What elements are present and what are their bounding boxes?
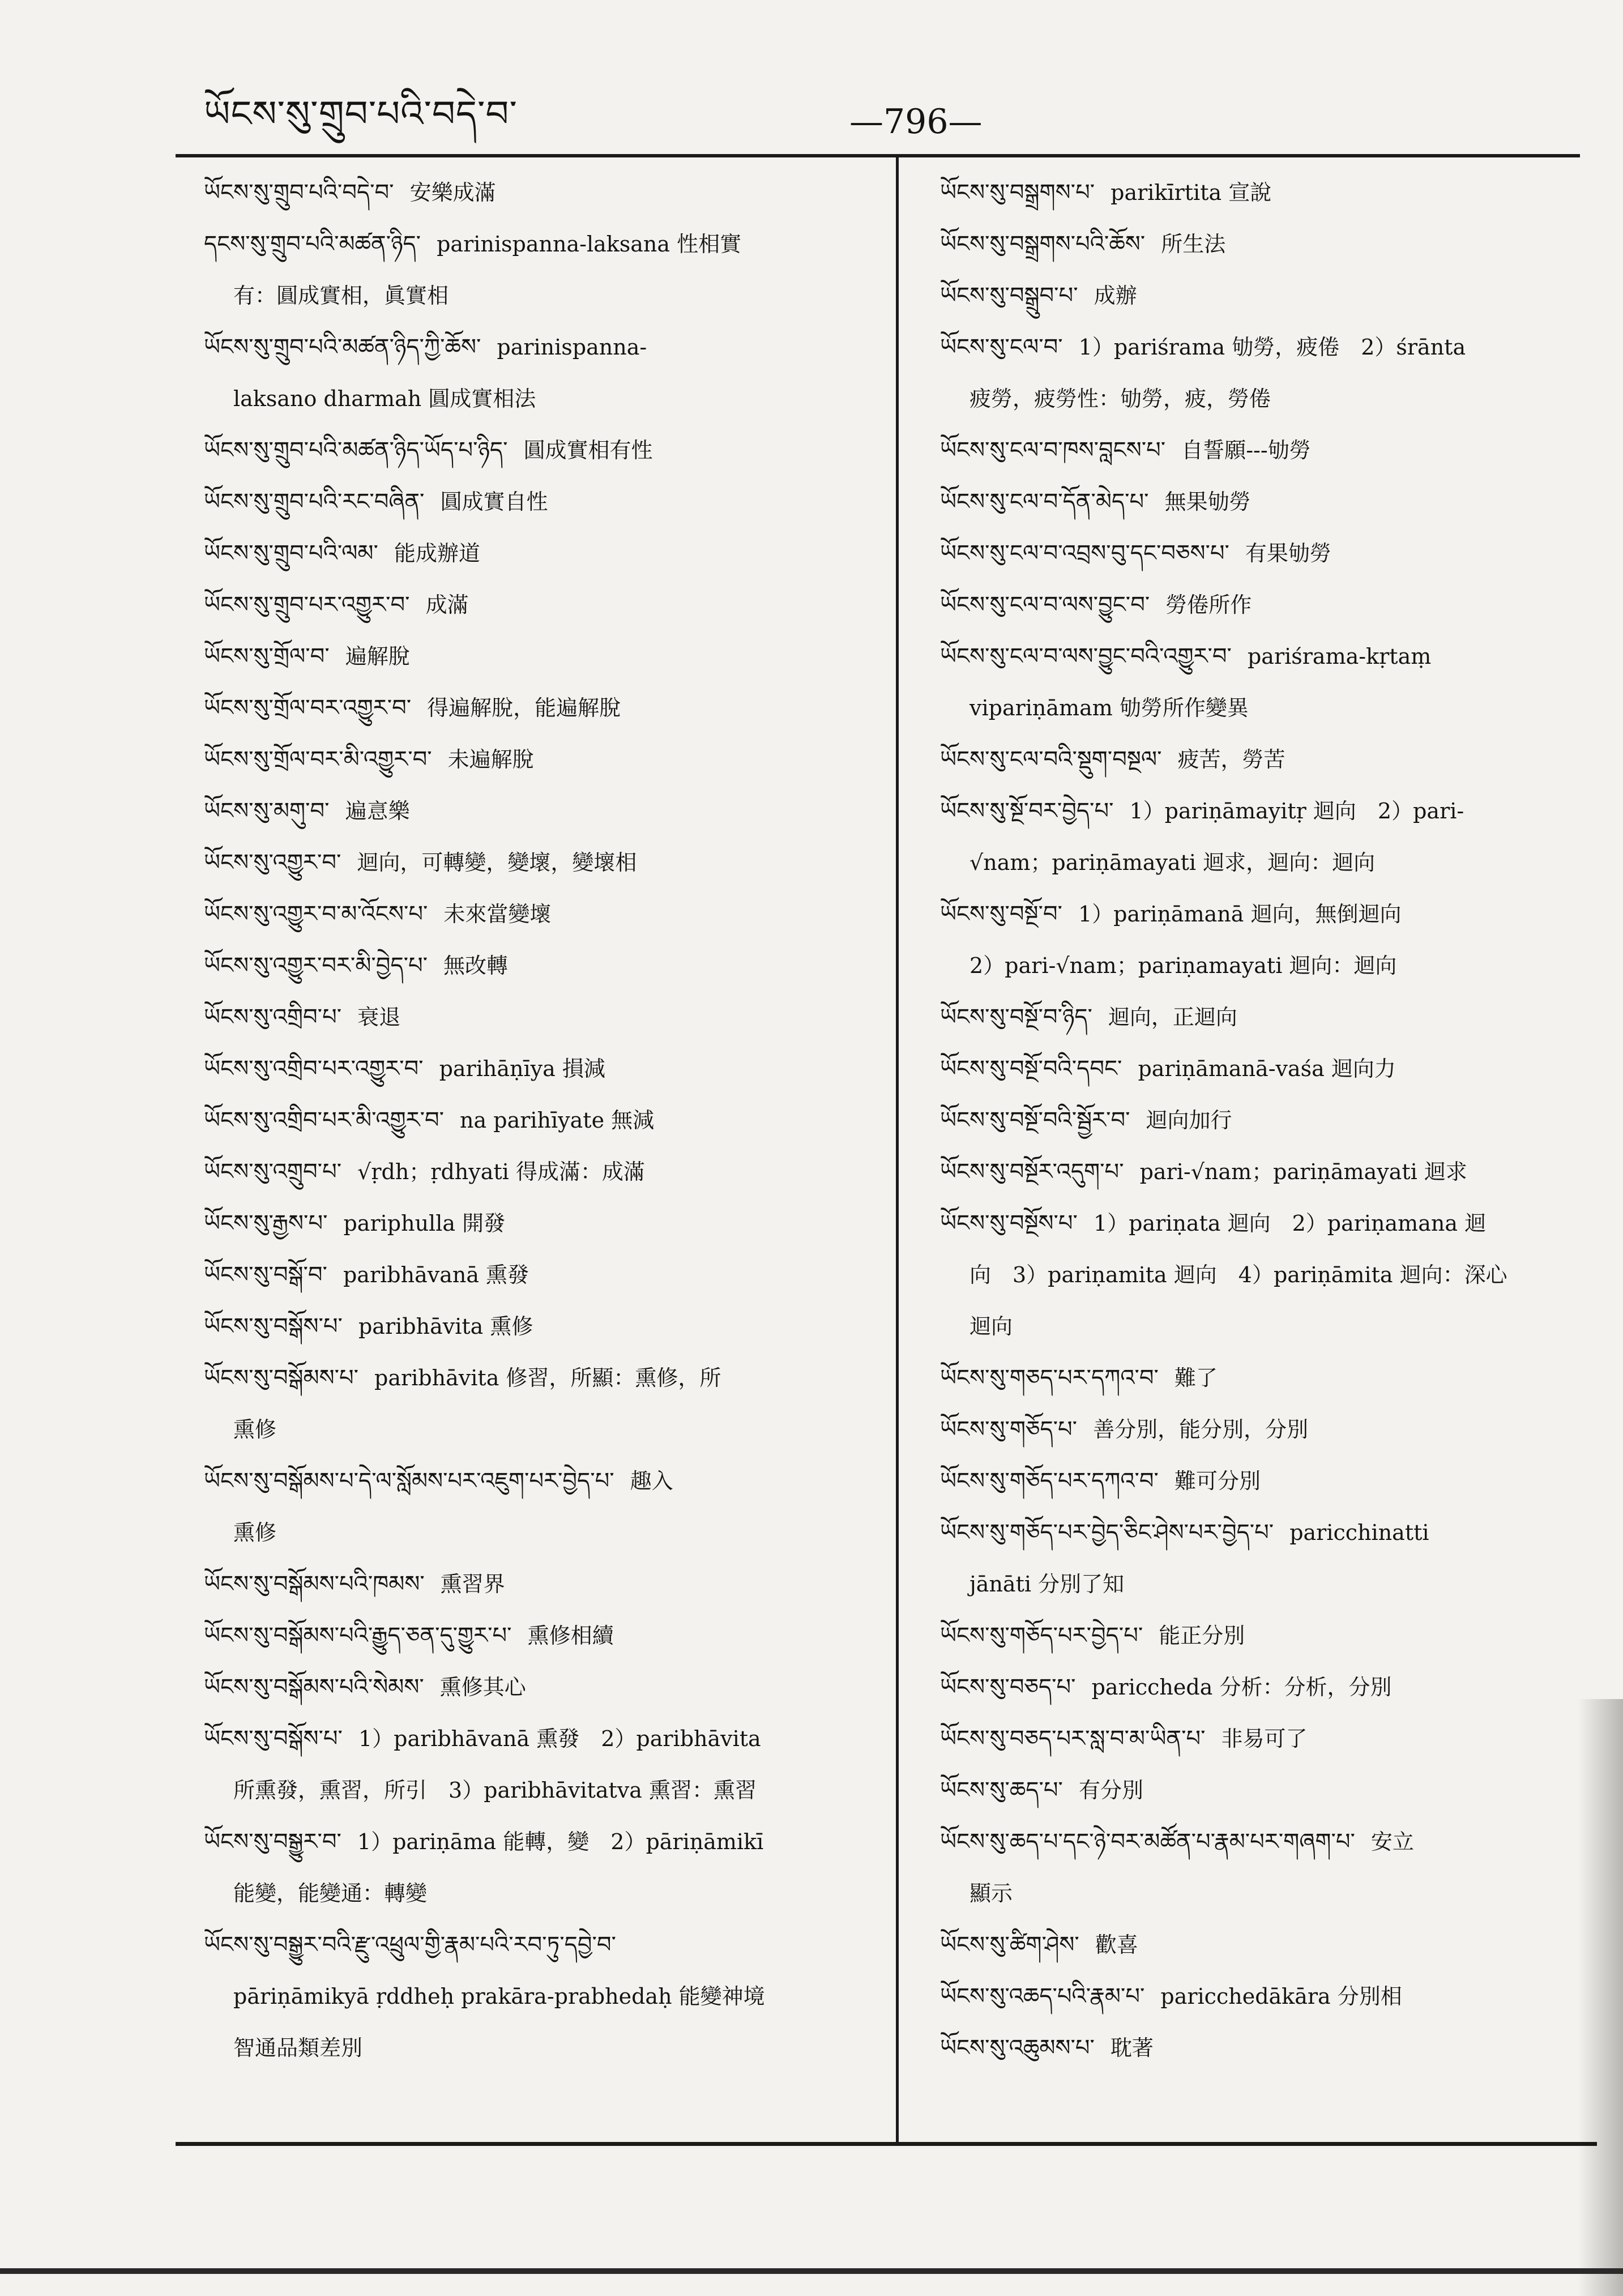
dictionary-entry [940, 270, 1591, 322]
tibetan-headword: ཡོངས་སུ་བསྔོ་བ་ཉིད་ [940, 1004, 1092, 1030]
definition: 衰退 [357, 1005, 401, 1030]
definition: 熏修相續 [527, 1623, 614, 1648]
definition: 遍悥樂 [345, 799, 410, 823]
dictionary-entry [940, 2022, 1591, 2074]
tibetan-headword: ཡོངས་སུ་གཅོད་པ་ [940, 1416, 1078, 1443]
definition-continued: 熏修 [233, 1417, 277, 1442]
definition-continued: jānāti 分別了知 [969, 1572, 1125, 1597]
dictionary-entry [940, 1610, 1591, 1662]
tibetan-headword: ཡོངས་སུ་ཆད་པ་དང་ཉེ་བར་མཚོན་པ་རྣམ་པར་གཞག་པ་ [940, 1829, 1355, 1855]
definition: 迴向加行 [1146, 1108, 1232, 1133]
dictionary-entry [204, 940, 878, 992]
running-head: ཡོངས་སུ་གྲུབ་པའི་བདེ་བ་ [204, 93, 518, 135]
definition: 迴向，可轉變，變壞，變壞相 [357, 850, 637, 875]
dictionary-entry [940, 1404, 1591, 1456]
tibetan-headword: ཡོངས་སུ་བསྔོས་པ་ [940, 1210, 1078, 1236]
definition: 非易可了 [1221, 1726, 1308, 1751]
definition: 1）paribhāvanā 熏發 2）paribhāvita [358, 1726, 761, 1751]
tibetan-headword: ཡོངས་སུ་གཅོད་པར་བྱེད་ཅིང་ཤེས་པར་བྱེད་པ་ [940, 1520, 1274, 1546]
tibetan-headword: ཡོངས་སུ་སྔོ་བར་བྱེད་པ་ [940, 798, 1114, 824]
definition: 安立 [1370, 1829, 1414, 1854]
definition: 成滿 [425, 592, 469, 617]
tibetan-headword: ཡོངས་སུ་ངལ་བ་ལས་བྱུང་བ་ [940, 592, 1150, 618]
tibetan-headword: ཡོངས་སུ་འཆད་པའི་རྣམ་པ་ [940, 1983, 1145, 2009]
dictionary-entry [940, 167, 1591, 219]
definition: 難可分別 [1174, 1469, 1261, 1493]
tibetan-headword: ཡོངས་སུ་བསྒྱུར་བའི་རྫུ་འཕྲུལ་གྱི་རྣམ་པའི་རབ་ཏུ་དབྱེ་བ་ [204, 1932, 616, 1958]
definition: parinispanna- [497, 335, 647, 360]
dictionary-entry [940, 579, 1591, 631]
dictionary-entry [940, 992, 1591, 1043]
definition: 無果劬勞 [1164, 489, 1251, 514]
dictionary-entry [204, 579, 878, 631]
tibetan-headword: ཡོངས་སུ་གྲུབ་པའི་བདེ་བ་ [204, 180, 394, 206]
tibetan-headword: ཡོངས་སུ་གྲོལ་བ་ [204, 643, 330, 669]
definition: parikīrtita 宣說 [1111, 180, 1272, 205]
scan-bottom-band [0, 2268, 1623, 2274]
definition: 圓成實相有性 [523, 438, 653, 463]
dictionary-entry [940, 476, 1591, 528]
dictionary-entry [940, 786, 1591, 889]
definition-continued: pāriṇāmikyā ṛddheḥ prakāra-prabhedaḥ 能變神境 [233, 1984, 765, 2009]
tibetan-headword: ཡོངས་སུ་ངལ་བ་དོན་མེད་པ་ [940, 489, 1149, 515]
tibetan-headword: ཡོངས་སུ་མགུ་བ་ [204, 798, 330, 824]
definition: √ṛdh；ṛdhyati 得成滿：成滿 [357, 1159, 645, 1184]
definition-continued: 熏修 [233, 1520, 277, 1545]
definition: paribhāvita 熏修 [358, 1314, 533, 1339]
definition: 有分別 [1078, 1778, 1143, 1803]
dictionary-entry [940, 425, 1591, 476]
tibetan-headword: ཡོངས་སུ་བསྒོས་པ་ [204, 1726, 343, 1752]
tibetan-headword: ཡོངས་སུ་ངལ་བ་ [940, 334, 1063, 360]
definition-continued-2: 智通品類差別 [233, 2035, 363, 2060]
tibetan-headword: ཡོངས་སུ་འགྱུར་བ་ [204, 850, 341, 876]
dictionary-entry [204, 167, 878, 219]
tibetan-headword: ཡོངས་སུ་ངལ་བའི་སྡུག་བསྔལ་ [940, 746, 1162, 773]
dictionary-entry [204, 837, 878, 889]
definition: 有果劬勞 [1245, 541, 1331, 566]
dictionary-entry [204, 1352, 878, 1456]
scan-edge-shadow [1578, 1699, 1623, 2296]
tibetan-headword: ཡོངས་སུ་འགྲུབ་པ་ [204, 1159, 342, 1185]
tibetan-headword: ཡོངས་སུ་བསྔོ་བ་ [940, 901, 1062, 927]
tibetan-headword: ཡོངས་སུ་བསྒོམས་པའི་ཁམས་ [204, 1571, 425, 1597]
definition-continued: 有：圓成實相，眞實相 [233, 283, 449, 308]
definition: 成辦 [1094, 283, 1137, 308]
dictionary-entry [940, 1507, 1591, 1610]
tibetan-headword: ཡོངས་སུ་བསྒོམས་པའི་སེམས་ [204, 1674, 424, 1700]
definition: pariccheda 分析：分析，分別 [1091, 1675, 1392, 1700]
definition: pariṇāmanā-vaśa 迴向力 [1138, 1056, 1396, 1081]
dictionary-entry [204, 992, 878, 1043]
dictionary-entry [204, 1559, 878, 1610]
definition: 無改轉 [443, 953, 509, 978]
definition: 圓成實自性 [440, 489, 548, 514]
definition: na parihīyate 無減 [460, 1108, 655, 1133]
definition-continued: laksano dharmah 圓成實相法 [233, 386, 536, 411]
dictionary-entry [204, 1816, 878, 1919]
top-rule [176, 154, 1580, 157]
tibetan-headword: དངས་སུ་གྲུབ་པའི་མཚན་ཉིད་ [204, 231, 421, 257]
tibetan-headword: ཡོངས་སུ་འགྲིབ་པར་མི་འགྱུར་བ་ [204, 1107, 445, 1133]
definition: paribhāvita 修習，所顯：熏修，所 [374, 1365, 721, 1390]
definition-continued: 能變，能變通：轉變 [233, 1881, 428, 1906]
dictionary-entry [940, 734, 1591, 786]
dictionary-entry [204, 682, 878, 734]
definition: 未來當變壞 [443, 902, 552, 927]
dictionary-entry [204, 1610, 878, 1662]
dictionary-entry [204, 1301, 878, 1352]
tibetan-headword: ཡོངས་སུ་གཅོད་པར་དཀའ་བ་ [940, 1468, 1159, 1494]
definition: 耽著 [1110, 2035, 1154, 2060]
dictionary-entry [204, 734, 878, 786]
definition-continued: 向 3）pariṇamita 迴向 4）pariṇāmita 迴向：深心 [969, 1262, 1507, 1287]
tibetan-headword: ཡོངས་སུ་ངལ་བ་འབྲས་བུ་དང་བཅས་པ་ [940, 540, 1229, 566]
dictionary-entry [204, 786, 878, 837]
dictionary-entry [204, 1713, 878, 1816]
dictionary-entry [940, 631, 1591, 734]
page-header [0, 0, 1623, 170]
dictionary-entry [204, 1146, 878, 1198]
tibetan-headword: ཡོངས་སུ་ངལ་བ་ཁས་བླངས་པ་ [940, 437, 1166, 463]
definition-continued: 所熏發，熏習，所引 3）paribhāvitatva 熏習：熏習 [233, 1778, 757, 1803]
tibetan-headword: ཡོངས་སུ་རྒྱས་པ་ [204, 1210, 328, 1236]
tibetan-headword: ཡོངས་སུ་གྲུབ་པར་འགྱུར་བ་ [204, 592, 410, 618]
tibetan-headword: ཡོངས་སུ་བསྒོམས་པའི་རྒྱུད་ཅན་དུ་གྱུར་པ་ [204, 1623, 512, 1649]
tibetan-headword: ཡོངས་སུ་བསྒྱུར་བ་ [204, 1829, 341, 1855]
definition: 能正分別 [1159, 1623, 1245, 1648]
definition: pariphulla 開發 [343, 1211, 506, 1236]
tibetan-headword: ཡོངས་སུ་འཆུམས་པ་ [940, 2035, 1095, 2061]
definition: 未遍解脫 [447, 747, 534, 772]
dictionary-entry [940, 889, 1591, 992]
tibetan-headword: ཡོངས་སུ་བསྒོམས་པ་དེ་ལ་སློམས་པར་འཇུག་པར་བྱེད་པ་ [204, 1468, 614, 1494]
dictionary-entry [204, 1249, 878, 1301]
dictionary-entry [940, 1456, 1591, 1507]
tibetan-headword: ཡོངས་སུ་བསྔོ་བའི་དབང་ [940, 1056, 1122, 1082]
definition: 熏習界 [440, 1572, 505, 1597]
tibetan-headword: ཡོངས་སུ་འགྱུར་བར་མི་བྱེད་པ་ [204, 953, 428, 979]
tibetan-headword: ཡོངས་སུ་ཆད་པ་ [940, 1777, 1063, 1803]
definition: pariśrama-kṛtaṃ [1247, 644, 1432, 669]
definition: 得遍解脫，能遍解脫 [427, 695, 621, 720]
tibetan-headword: ཡོངས་སུ་གཅོད་པར་བྱེད་པ་ [940, 1623, 1143, 1649]
dictionary-entry [940, 219, 1591, 270]
tibetan-headword: ཡོངས་སུ་གྲུབ་པའི་རང་བཞིན་ [204, 489, 425, 515]
dictionary-entry [940, 1095, 1591, 1146]
definition: 能成辦道 [394, 541, 480, 566]
tibetan-headword: ཡོངས་སུ་འགྲིབ་པ་ [204, 1004, 342, 1030]
left-column [204, 167, 878, 2074]
right-column [940, 167, 1591, 2074]
dictionary-entry [940, 1662, 1591, 1713]
tibetan-headword: ཡོངས་སུ་བསྔོ་བའི་སྦྱོར་བ་ [940, 1107, 1130, 1133]
definition-continued: vipariṇāmam 劬勞所作變異 [969, 695, 1249, 720]
definition: 迴向，正迴向 [1108, 1005, 1237, 1030]
definition: 善分別，能分別，分別 [1093, 1417, 1309, 1442]
definition: 1）pariṇata 迴向 2）pariṇamana 迴 [1093, 1211, 1487, 1236]
definition: 1）pariṇāma 能轉，變 2）pāriṇāmikī [357, 1829, 764, 1854]
bottom-rule [176, 2142, 1597, 2146]
tibetan-headword: ཡོངས་སུ་གྲོལ་བར་མི་འགྱུར་བ་ [204, 746, 432, 773]
dictionary-entry [940, 1146, 1591, 1198]
definition: 1）pariṇāmayitṛ 迴向 2）pari- [1129, 799, 1464, 823]
definition: 安樂成滿 [409, 180, 496, 205]
dictionary-entry [940, 1198, 1591, 1352]
definition: 所生法 [1161, 232, 1226, 257]
dictionary-entry [204, 322, 878, 425]
dictionary-entry [940, 322, 1591, 425]
definition: 1）pariṇāmanā 迴向，無倒迴向 [1078, 902, 1402, 927]
definition: paricchedākāra 分別相 [1160, 1984, 1402, 2009]
dictionary-entry [940, 1713, 1591, 1765]
tibetan-headword: ཡོངས་སུ་བསྒོམས་པ་ [204, 1365, 359, 1391]
dictionary-entry [204, 1043, 878, 1095]
tibetan-headword: ཡོངས་སུ་གྲུབ་པའི་མཚན་ཉིད་ཡོད་པ་ཉིད་ [204, 437, 508, 463]
tibetan-headword: ཡོངས་སུ་འགྱུར་བ་མ་འོངས་པ་ [204, 901, 428, 927]
definition: parinispanna-laksana 性相實 [437, 232, 742, 257]
tibetan-headword: ཡོངས་སུ་བསྔོར་འདུག་པ་ [940, 1159, 1124, 1185]
tibetan-headword: ཡོངས་སུ་ངལ་བ་ལས་བྱུང་བའི་འགྱུར་བ་ [940, 643, 1232, 669]
tibetan-headword: ཡོངས་སུ་གྲུབ་པའི་མཚན་ཉིད་ཀྱི་ཆོས་ [204, 334, 481, 360]
definition-continued: √nam；pariṇāmayati 迴求，迴向：迴向 [969, 850, 1376, 875]
dictionary-entry [204, 1198, 878, 1249]
definition: 難了 [1174, 1365, 1218, 1390]
dictionary-entry [204, 476, 878, 528]
dictionary-entry [940, 1765, 1591, 1816]
definition: 疲苦，勞苦 [1177, 747, 1285, 772]
definition-continued: 顯示 [969, 1881, 1013, 1906]
definition: pari-√nam；pariṇāmayati 迴求 [1139, 1159, 1467, 1184]
tibetan-headword: ཡོངས་སུ་གྲུབ་པའི་ལམ་ [204, 540, 378, 566]
dictionary-entry [940, 1971, 1591, 2022]
definition: 1）pariśrama 劬勞，疲倦 2）śrānta [1078, 335, 1466, 360]
definition: paribhāvanā 熏發 [343, 1262, 529, 1287]
definition: 遍解脫 [345, 644, 410, 669]
definition: parihāṇīya 損減 [439, 1056, 605, 1081]
tibetan-headword: ཡོངས་སུ་ཚིག་ཤེས་ [940, 1932, 1079, 1958]
dictionary-entry [204, 1919, 878, 2074]
dictionary-entry [204, 1662, 878, 1713]
tibetan-headword: ཡོངས་སུ་བསྒྲགས་པའི་ཆོས་ [940, 231, 1146, 257]
tibetan-headword: ཡོངས་སུ་འགྲིབ་པར་འགྱུར་བ་ [204, 1056, 424, 1082]
column-divider [896, 154, 899, 2143]
definition: 趣入 [630, 1469, 673, 1493]
definition-continued: 2）pari-√nam；pariṇamayati 迴向：迴向 [969, 953, 1397, 978]
definition: 熏修其心 [439, 1675, 526, 1700]
tibetan-headword: ཡོངས་སུ་བསྒོས་པ་ [204, 1313, 343, 1339]
dictionary-entry [204, 889, 878, 940]
dictionary-entry [204, 631, 878, 682]
dictionary-entry [940, 1043, 1591, 1095]
definition-continued: 疲勞，疲勞性：劬勞，疲，勞倦 [969, 386, 1271, 411]
tibetan-headword: ཡོངས་སུ་བཅད་པ་ [940, 1674, 1076, 1700]
tibetan-headword: ཡོངས་སུ་བསྒྲགས་པ་ [940, 180, 1095, 206]
dictionary-entry [204, 425, 878, 476]
dictionary-entry [204, 1456, 878, 1559]
dictionary-entry [940, 1352, 1591, 1404]
tibetan-headword: ཡོངས་སུ་བསྒོ་བ་ [204, 1262, 327, 1288]
dictionary-entry [204, 219, 878, 322]
dictionary-entry [940, 528, 1591, 579]
definition-continued-2: 迴向 [969, 1314, 1013, 1339]
dictionary-entry [940, 1816, 1591, 1919]
tibetan-headword: ཡོངས་སུ་བསྒྲུབ་པ་ [940, 283, 1078, 309]
tibetan-headword: ཡོངས་སུ་གྲོལ་བར་འགྱུར་བ་ [204, 695, 412, 721]
dictionary-entry [204, 528, 878, 579]
definition: 歡喜 [1095, 1932, 1138, 1957]
definition: 勞倦所作 [1165, 592, 1252, 617]
definition: paricchinatti [1289, 1520, 1429, 1545]
tibetan-headword: ཡོངས་སུ་བཅད་པར་སླ་བ་མ་ཡིན་པ་ [940, 1726, 1206, 1752]
dictionary-entry [204, 1095, 878, 1146]
definition: 自誓願---劬勞 [1181, 438, 1311, 463]
dictionary-entry [940, 1919, 1591, 1971]
tibetan-headword: ཡོངས་སུ་གཅད་པར་དཀའ་བ་ [940, 1365, 1159, 1391]
page-number: —796— [849, 102, 983, 142]
